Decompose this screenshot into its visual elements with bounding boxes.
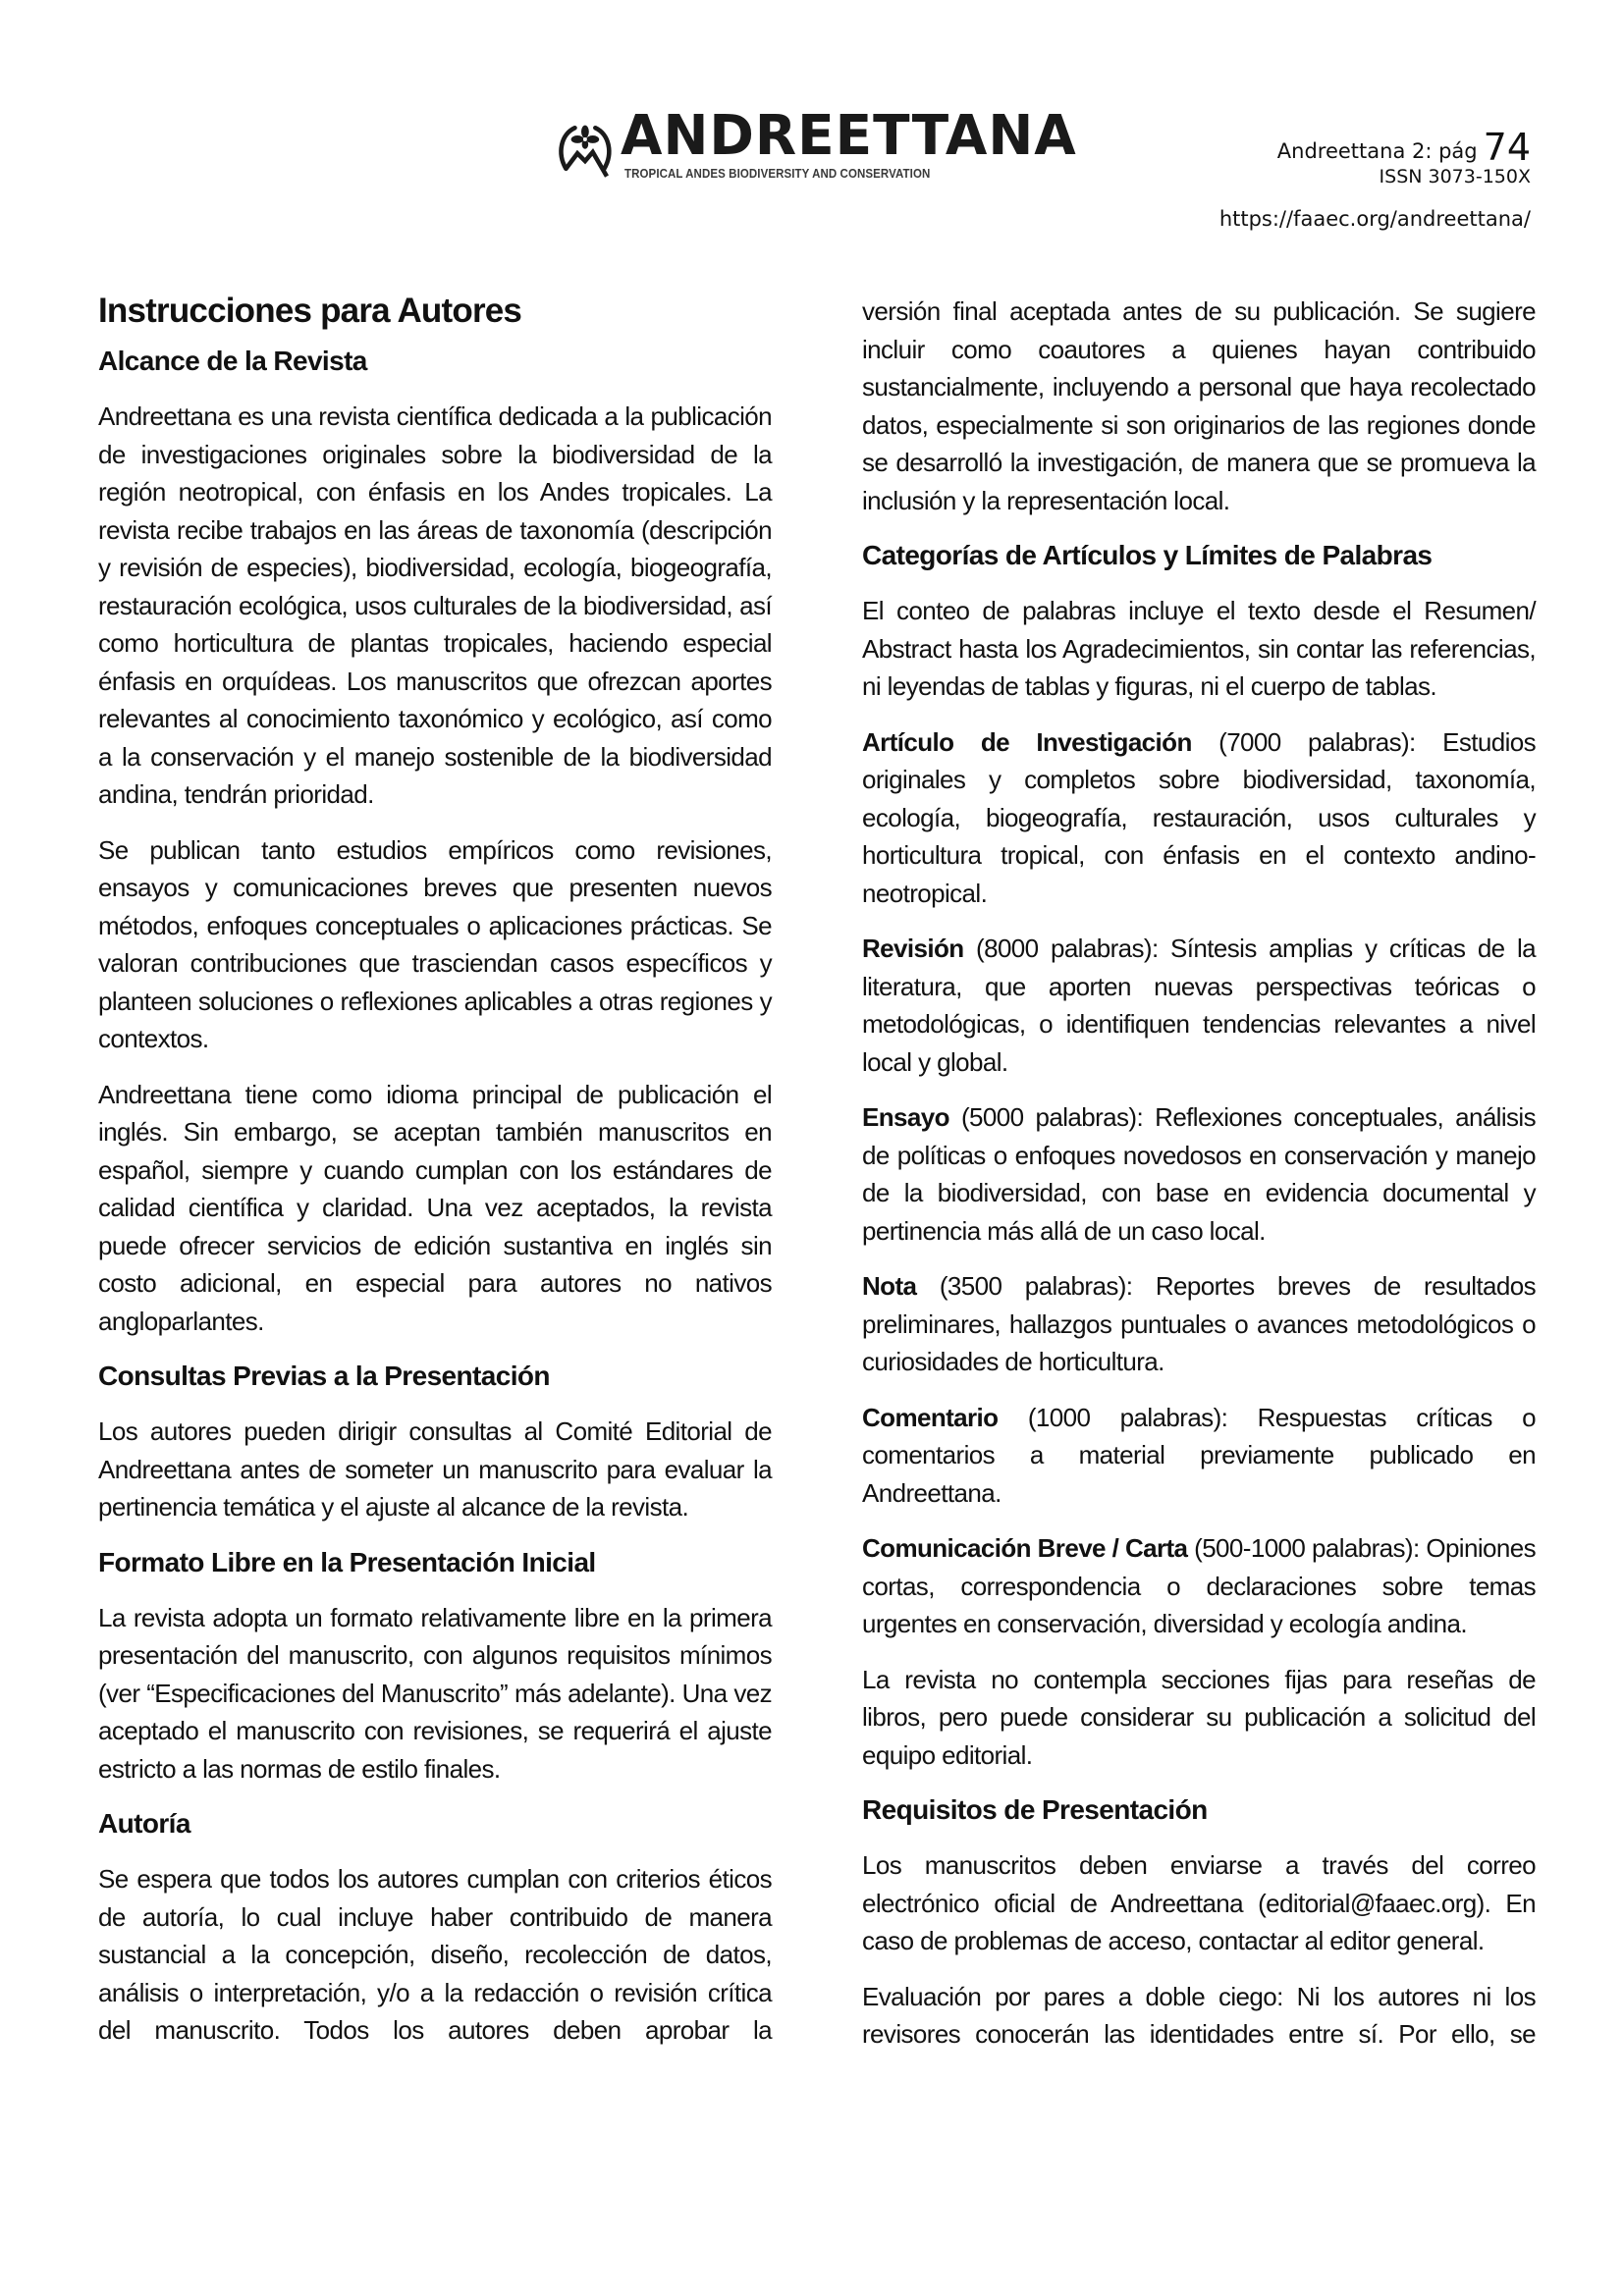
category-limit: (3500 palabras):	[939, 1271, 1133, 1301]
logo-wordmark: ANDREETTANA	[620, 104, 1077, 168]
category-limit: (8000 palabras):	[976, 934, 1159, 963]
category-description: Estudios originales y completos sobre biodiversidad, taxonomía, ecología, biogeografía, restauración, usos culturales y horticultura tropical, con énfasis en el contexto andino-neotropical.	[862, 726, 1536, 908]
category-description: Opiniones cortas, correspondencia o declaraciones sobre temas urgentes en conservación, diversidad y ecología andina.	[862, 1533, 1537, 1638]
right-column	[862, 293, 1536, 2071]
category-name: Revisión	[862, 934, 964, 963]
paragraph: Los manuscritos deben enviarse a través del correo electrónico oficial de Andreettana (editorial@faaec.org). En caso de problemas de acceso, contactar al editor general.	[862, 1850, 1536, 1955]
section-heading-free-format: Formato Libre en la Presentación Inicial	[98, 1546, 596, 1577]
paragraph: Andreettana tiene como idioma principal de publicación el inglés. Sin embargo, se aceptan también manuscritos en español, siempre y cuando cumplan con los estándares de calidad científica y claridad. Una vez aceptados, la revista puede ofrecer servicios de edición sustantiva en inglés sin costo adicional, en especial para autores no nativos angloparlantes.	[98, 1079, 772, 1336]
category-item	[862, 1098, 1536, 1250]
category-description: Síntesis amplias y críticas de la literatura, que aporten nuevas perspectivas teóricas o metodológicas, o identifiquen tendencias relevantes a nivel local y global.	[862, 934, 1537, 1077]
section-heading-categories: Categorías de Artículos y Límites de Palabras	[862, 540, 1433, 570]
journal-meta	[1218, 126, 1531, 231]
journal-url[interactable]: https://faaec.org/andreettana/	[1218, 207, 1531, 231]
category-limit: (1000 palabras):	[1027, 1402, 1228, 1432]
category-limit: (500-1000 palabras):	[1194, 1533, 1420, 1563]
journal-issue: Andreettana 2: pág	[1276, 139, 1478, 163]
orchid-mountain-icon	[556, 108, 615, 192]
paragraph: Los autores pueden dirigir consultas al Comité Editorial de Andreettana antes de someter un manuscrito para evaluar la pertinencia temática y el ajuste al alcance de la revista.	[98, 1416, 772, 1522]
category-description: Reportes breves de resultados preliminares, hallazgos puntuales o avances metodológicos o curiosidades de horticultura.	[862, 1271, 1537, 1376]
left-column	[98, 290, 772, 2067]
category-item	[862, 1399, 1536, 1513]
category-name: Comentario	[862, 1402, 999, 1432]
category-name: Ensayo	[862, 1102, 949, 1132]
category-limit: (5000 palabras):	[960, 1102, 1144, 1132]
section-heading-authorship: Autoría	[98, 1808, 190, 1839]
paragraph: Se publican tanto estudios empíricos como revisiones, ensayos y comunicaciones breves que presenten nuevos métodos, enfoques conceptuales o aplicaciones prácticas. Se valoran contribuciones que trasciendan casos específicos y planteen soluciones o reflexiones aplicables a otras regiones y contextos.	[98, 834, 772, 1053]
category-item	[862, 930, 1536, 1081]
category-item	[862, 1529, 1536, 1643]
category-name: Comunicación Breve / Carta	[862, 1533, 1188, 1563]
section-heading-prior-queries: Consultas Previas a la Presentación	[98, 1361, 550, 1391]
logo-tagline: TROPICAL ANDES BIODIVERSITY AND CONSERVATION	[623, 167, 931, 181]
category-limit: (7000 palabras):	[1218, 726, 1416, 757]
page-title: Instrucciones para Autores	[98, 292, 522, 330]
paragraph: El conteo de palabras incluye el texto desde el Resumen/ Abstract hasta los Agradecimientos, sin contar las referencias, ni leyendas de tablas y figuras, ni el cuerpo de tablas.	[862, 596, 1536, 701]
page-number: 74	[1483, 126, 1531, 169]
category-item	[862, 723, 1536, 913]
page-header	[0, 0, 1624, 255]
category-name: Nota	[862, 1271, 917, 1301]
category-name: Artículo de Investigación	[862, 726, 1192, 757]
paragraph: La revista adopta un formato relativamente libre en la primera presentación del manuscrito, con algunos requisitos mínimos (ver “Especificaciones del Manuscrito” más adelante). Una vez aceptado el manuscrito con revisiones, se requerirá el ajuste estricto a las normas de estilo finales.	[98, 1602, 772, 1784]
section-heading-scope: Alcance de la Revista	[98, 346, 367, 376]
section-heading-requirements: Requisitos de Presentación	[862, 1794, 1208, 1825]
category-description: Respuestas críticas o comentarios a material previamente publicado en Andreettana.	[862, 1402, 1537, 1508]
journal-logo	[556, 104, 1086, 196]
issn: ISSN 3073-150X	[1379, 166, 1531, 187]
paragraph-continuation: versión final aceptada antes de su publicación. Se sugiere incluir como coautores a quienes hayan contribuido sustancialmente, incluyendo a personal que haya recolectado datos, especialmente si son originarios de las regiones donde se desarrolló la investigación, de manera que se promueva la inclusión y la representación local.	[862, 296, 1536, 515]
paragraph: La revista no contempla secciones fijas para reseñas de libros, pero puede considerar su publicación a solicitud del equipo editorial.	[862, 1664, 1536, 1770]
paragraph: Evaluación por pares a doble ciego: Ni los autores ni los revisores conocerán las identidades entre sí. Por ello, se	[862, 1981, 1536, 2049]
paragraph: Se espera que todos los autores cumplan con criterios éticos de autoría, lo cual incluye haber contribuido de manera sustancial a la concepción, diseño, recolección de datos, análisis o interpretación, y/o a la redacción o revisión crítica del manuscrito. Todos los autores deben aprobar la	[98, 1864, 772, 2045]
category-description: Reflexiones conceptuales, análisis de políticas o enfoques novedosos en conservación y manejo de la biodiversidad, con base en evidencia documental y pertinencia más allá de un caso local.	[862, 1102, 1537, 1246]
paragraph: Andreettana es una revista científica dedicada a la publicación de investigaciones originales sobre la biodiversidad de la región neotropical, con énfasis en los Andes tropicales. La revista recibe trabajos en las áreas de taxonomía (descripción y revisión de especies), biodiversidad, ecología, biogeografía, restauración ecológica, usos culturales de la biodiversidad, así como horticultura de plantas tropicales, haciendo especial énfasis en orquídeas. Los manuscritos que ofrezcan aportes relevantes al conocimiento taxonómico y ecológico, así como a la conservación y el manejo sostenible de la biodiversidad andina, tendrán prioridad.	[98, 401, 772, 809]
category-item	[862, 1267, 1536, 1381]
